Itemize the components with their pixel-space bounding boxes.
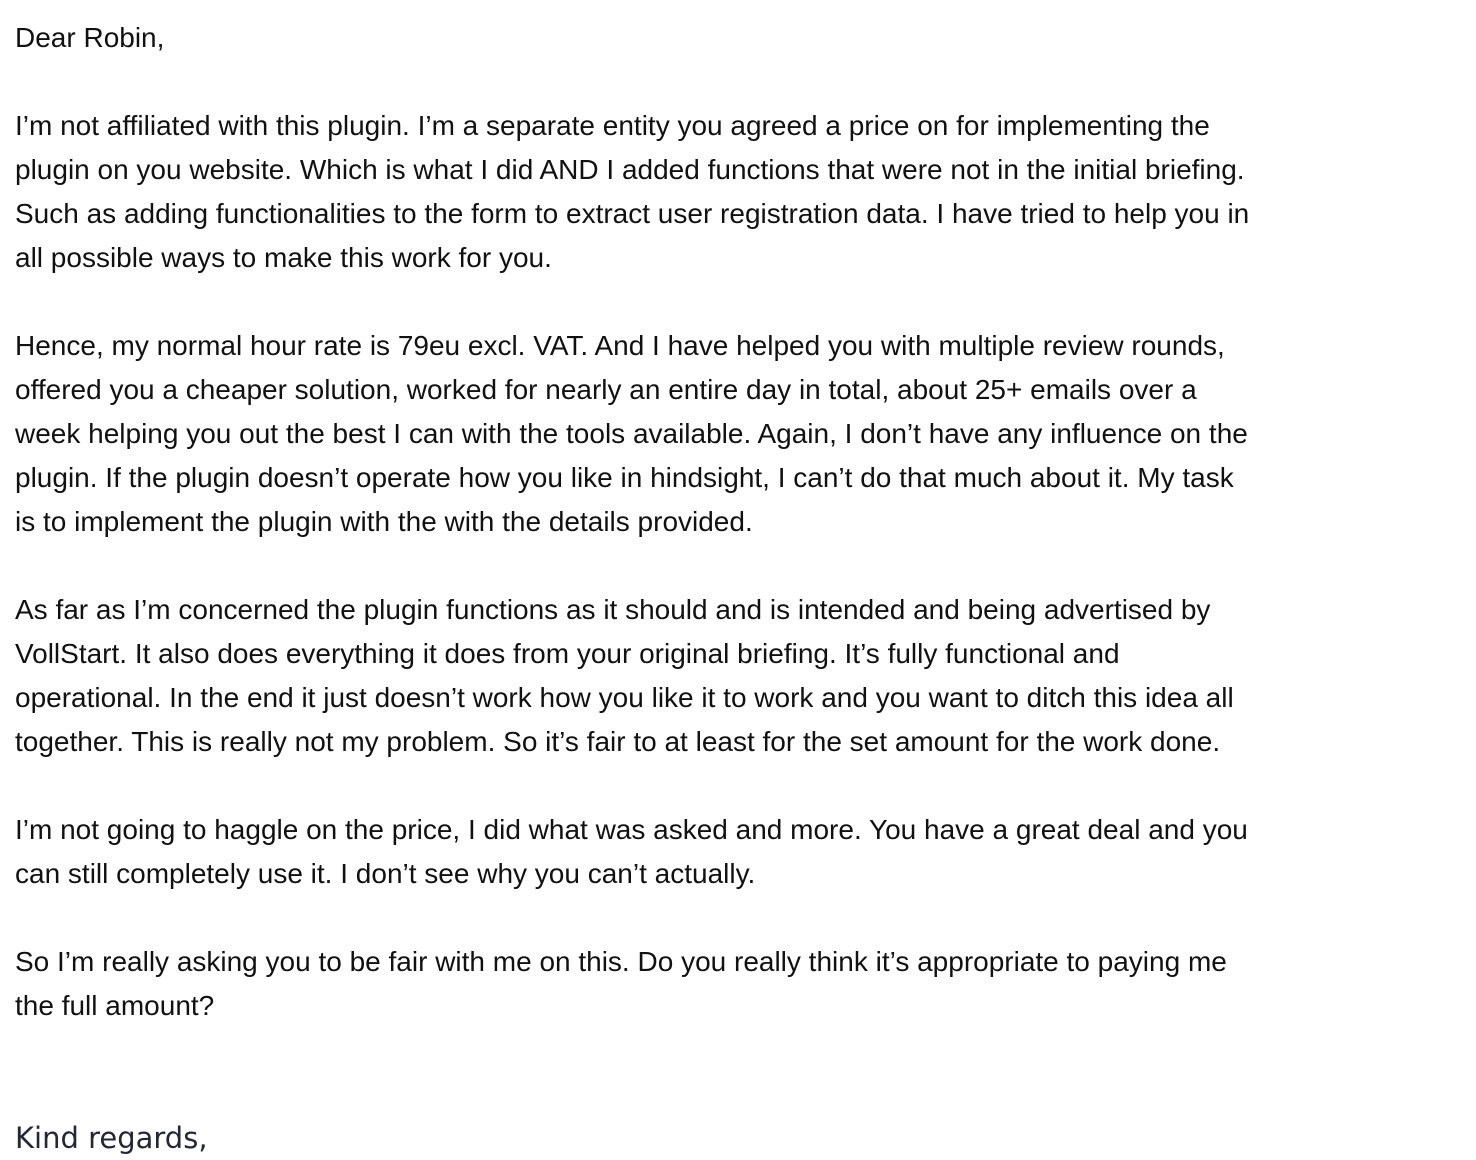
paragraph-line: plugin on you website. Which is what I did AND I added functions that were not in the initial briefing.: [15, 154, 1245, 185]
paragraph-line: all possible ways to make this work for you.: [15, 242, 552, 273]
paragraph-line: together. This is really not my problem. So it’s fair to at least for the set amount for the work done.: [15, 726, 1221, 757]
email-greeting: Dear Robin,: [15, 22, 165, 53]
paragraph-line: offered you a cheaper solution, worked for nearly an entire day in total, about 25+ emails over a: [15, 374, 1197, 405]
paragraph-line: VollStart. It also does everything it does from your original briefing. It’s fully functional and: [15, 638, 1120, 669]
paragraph-line: So I’m really asking you to be fair with me on this. Do you really think it’s appropriate to paying me: [15, 946, 1227, 977]
paragraph-line: operational. In the end it just doesn’t work how you like it to work and you want to ditch this idea all: [15, 682, 1234, 713]
paragraph-line: is to implement the plugin with the with the details provided.: [15, 506, 753, 537]
email-paragraph-4: [15, 808, 1465, 896]
paragraph-line: As far as I’m concerned the plugin functions as it should and is intended and being advertised by: [15, 594, 1211, 625]
paragraph-line: Hence, my normal hour rate is 79eu excl. VAT. And I have helped you with multiple review rounds,: [15, 330, 1225, 361]
email-signoff: Kind regards,: [15, 1121, 208, 1155]
email-paragraph-1: [15, 104, 1465, 280]
paragraph-line: I’m not affiliated with this plugin. I’m a separate entity you agreed a price on for implementing the: [15, 110, 1210, 141]
paragraph-line: plugin. If the plugin doesn’t operate how you like in hindsight, I can’t do that much about it. My task: [15, 462, 1234, 493]
email-paragraph-5: [15, 940, 1465, 1028]
email-paragraph-3: [15, 588, 1465, 764]
paragraph-line: week helping you out the best I can with the tools available. Again, I don’t have any influence on the: [15, 418, 1248, 449]
email-body: [15, 16, 1465, 1160]
paragraph-line: I’m not going to haggle on the price, I did what was asked and more. You have a great deal and you: [15, 814, 1248, 845]
paragraph-line: Such as adding functionalities to the form to extract user registration data. I have tried to help you in: [15, 198, 1250, 229]
paragraph-line: can still completely use it. I don’t see why you can’t actually.: [15, 858, 756, 889]
email-paragraph-2: [15, 324, 1465, 544]
paragraph-line: the full amount?: [15, 990, 215, 1021]
